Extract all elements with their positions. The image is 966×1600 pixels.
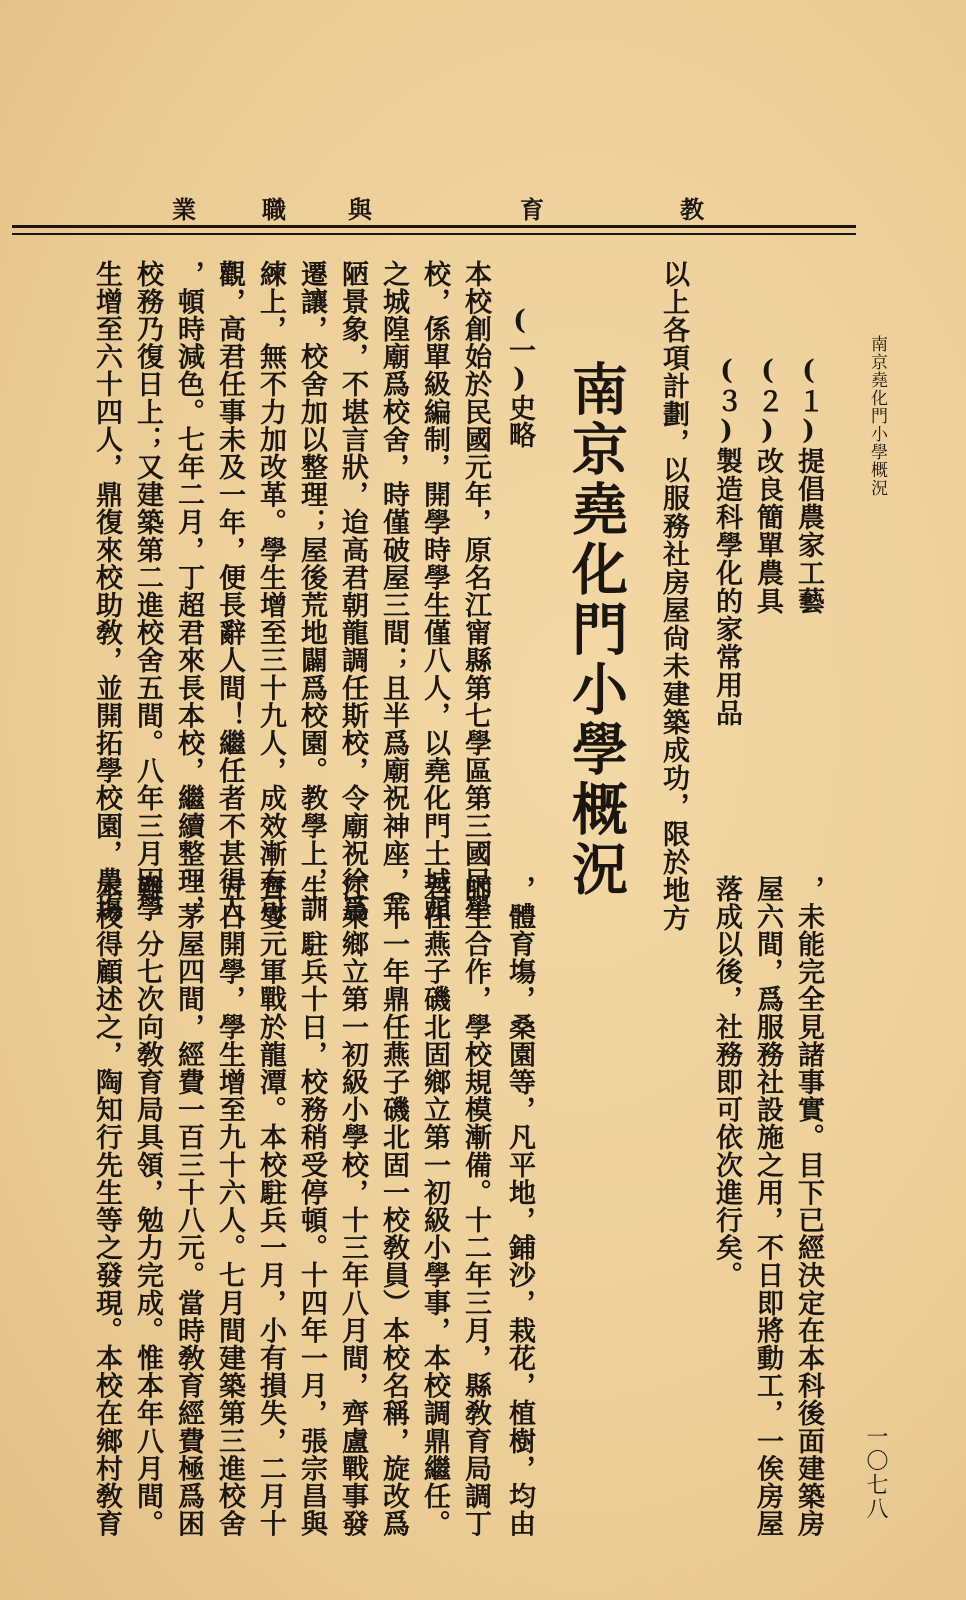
header-char-1: 教 xyxy=(680,195,704,224)
header-char-2: 育 xyxy=(520,195,544,224)
upper-col-7: 觀，高君任事未及一年，便長辭人間！繼任者不甚得人 xyxy=(214,260,245,923)
page-number: 一〇七八 xyxy=(863,1425,888,1521)
upper-col-10: 生增至六十四人，鼎復來校助敎，並開拓學校園，農塲 xyxy=(91,260,122,923)
lower-col-10: 齊燮元軍戰於龍潭。本校駐兵一月，小有損失，二月十 xyxy=(255,875,286,1538)
header-rule-thin xyxy=(12,233,856,235)
lower-col-3: 落成以後，社務即可依次進行矣。 xyxy=(711,875,742,1289)
lower-col-4: ，體育塲，桑園等，凡平地，鋪沙，栽花，植樹，均由 xyxy=(504,875,535,1538)
upper-col-3: 之城隍廟爲校舍，時僅破屋三間；且半爲廟祝神座，荒 xyxy=(378,260,409,923)
header-rule-thick xyxy=(12,225,856,228)
lower-col-6: 君任燕子磯北固鄉立第一初級小學事，本校調鼎繼任。 xyxy=(419,875,450,1538)
upper-col-9: 校務乃復日上；又建築第二進校舍五間。八年三月因學 xyxy=(132,260,163,923)
list-item-2: (２)改良簡單農具 xyxy=(752,355,783,615)
upper-col-2: 校，係單級編制，開學時學生僅八人，以堯化門土城頭 xyxy=(419,260,450,923)
lower-col-8: 江乘鄉立第一初級小學校，十三年八月間，齊盧戰事發 xyxy=(337,875,368,1538)
header-char-4: 職 xyxy=(262,195,286,224)
list-item-3: (３)製造科學化的家常用品 xyxy=(711,355,742,727)
lower-col-7: （十一年鼎任燕子磯北固一校敎員）本校名稱，旋改爲 xyxy=(378,875,409,1538)
section-heading: (一)史略 xyxy=(504,305,535,448)
intro-line: 以上各項計劃，以服務社房屋尙未建築成功，限於地方 xyxy=(658,260,689,932)
lower-col-5: 師生合作，學校規模漸備。十二年三月，縣敎育局調丁 xyxy=(460,875,491,1538)
running-head: 南京堯化門小學概況 xyxy=(867,335,887,497)
lower-col-13: 難，分七次向敎育局具領，勉力完成。惟本年八月間。 xyxy=(132,875,163,1538)
header-char-3: 與 xyxy=(348,195,372,224)
upper-col-8: ，頓時減色。七年二月，丁超君來長本校，繼續整理， xyxy=(173,260,204,923)
upper-col-1: 本校創始於民國元年，原名江甯縣第七學區第三國民學 xyxy=(460,260,491,923)
lower-col-1: ，未能完全見諸事實。目下已經決定在本科後面建築房 xyxy=(793,875,824,1538)
lower-col-12: ，茅屋四間，經費一百三十八元。當時敎育經費極爲困 xyxy=(173,875,204,1538)
upper-col-4: 陋景象，不堪言狀，迨高君朝龍調任斯校，令廟祝徐爲 xyxy=(337,260,368,923)
lower-col-11: 五日開學，學生增至九十六人。七月間建築第三進校舍 xyxy=(214,875,245,1538)
header-char-5: 業 xyxy=(172,195,196,224)
article-title: 南京堯化門小學概況 xyxy=(563,360,629,900)
list-item-1: (１)提倡農家工藝 xyxy=(793,355,824,615)
lower-col-14: 本校得顧述之，陶知行先生等之發現。本校在鄉村敎育 xyxy=(91,875,122,1538)
lower-col-2: 屋六間，爲服務社設施之用，不日即將動工，一俟房屋 xyxy=(752,875,783,1538)
upper-col-5: 遷讓，校舍加以整理；屋後荒地闢爲校園。教學上，訓 xyxy=(296,260,327,923)
lower-col-9: 生。駐兵十日，校務稍受停頓。十四年一月，張宗昌與 xyxy=(296,875,327,1538)
upper-col-6: 練上，無不力加改革。學生增至三十九人，成效漸有可 xyxy=(255,260,286,923)
